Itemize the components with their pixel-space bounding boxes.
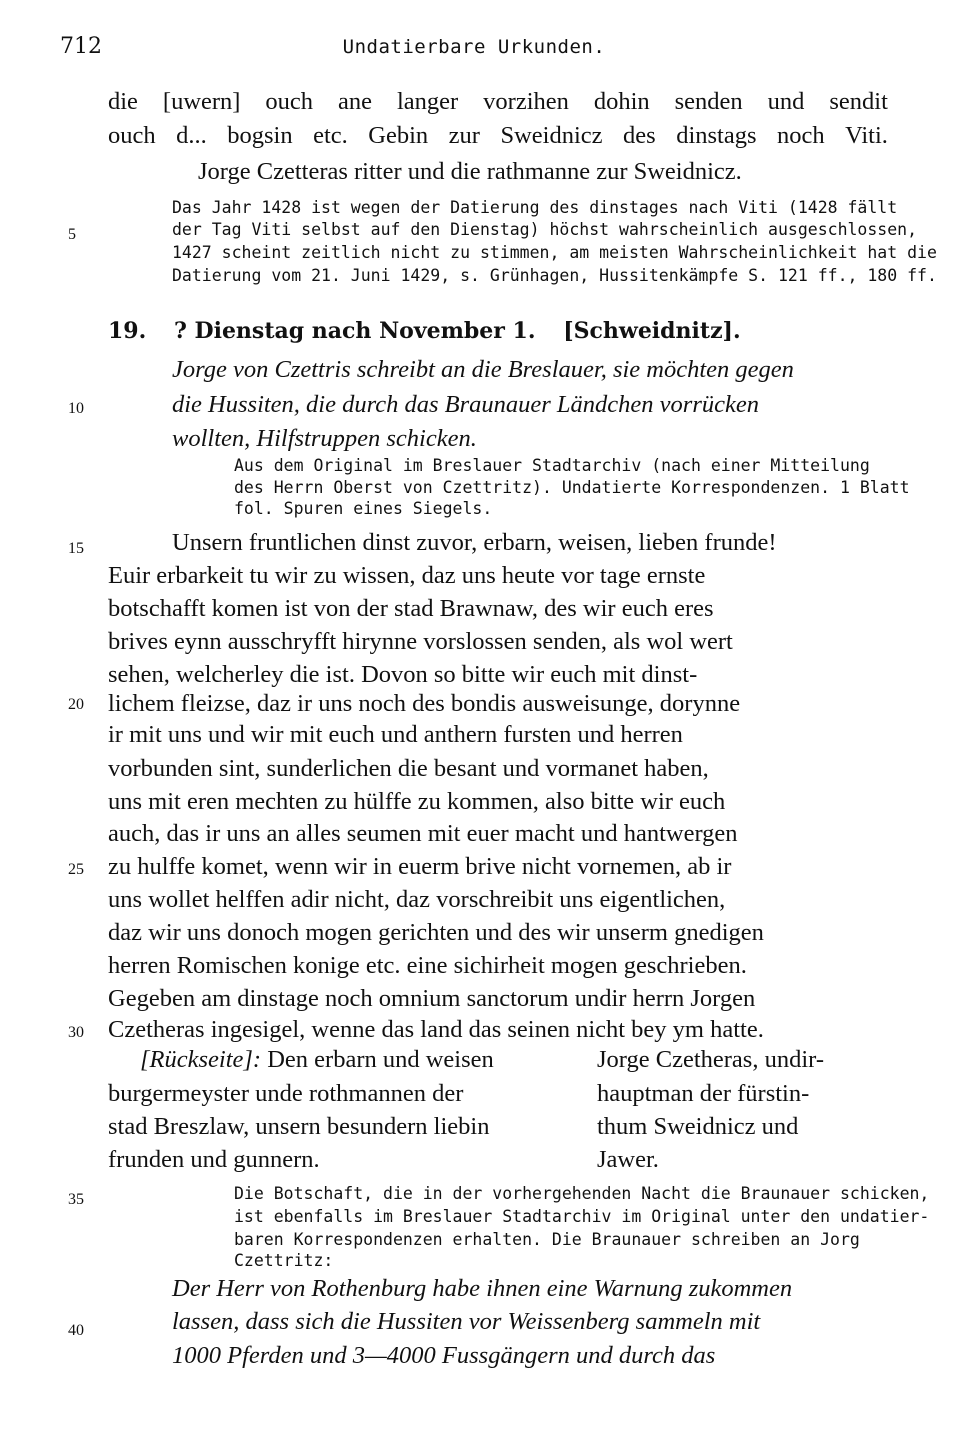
source-note-line: des Herrn Oberst von Czettritz). Undatierte Korrespondenzen. 1 Blatt [234, 478, 910, 497]
text-line: lichem fleizse, daz ir uns noch des bondis ausweisunge, dorynne [108, 690, 741, 717]
text-line: Unsern fruntlichen dinst zuvor, erbarn, weisen, lieben frunde! [172, 529, 777, 556]
document-place: [Schweidnitz]. [563, 318, 741, 344]
document-heading [108, 318, 761, 344]
line-number: 25 [68, 861, 84, 878]
sender-line: Jawer. [597, 1146, 659, 1173]
footnote-line: Das Jahr 1428 ist wegen der Datierung des dinstages nach Viti (1428 fällt [172, 198, 898, 217]
address-line: stad Breszlaw, unsern besundern liebin [108, 1113, 490, 1140]
summary-line: Der Herr von Rothenburg habe ihnen eine Warnung zukommen [172, 1275, 793, 1302]
line-number: 5 [68, 226, 76, 243]
regest-line: Jorge von Czettris schreibt an die Breslauer, sie möchten gegen [172, 356, 794, 383]
page-number: 712 [60, 34, 102, 59]
document-date: ? Dienstag nach November 1. [173, 318, 536, 344]
sender-line: thum Sweidnicz und [597, 1113, 799, 1140]
text-line: ir mit uns und wir mit euch und anthern fursten und herren [108, 721, 683, 748]
sender-line: hauptman der fürstin- [597, 1080, 810, 1107]
footnote-line: Die Botschaft, die in der vorhergehenden Nacht die Braunauer schicken, [234, 1184, 930, 1203]
text-line: Gegeben am dinstage noch omnium sanctorum undir herrn Jorgen [108, 985, 756, 1012]
line-number: 40 [68, 1322, 84, 1339]
text-line: vorbunden sint, sunderlichen die besant und vormanet haben, [108, 755, 709, 782]
text-line: brives eynn ausschryfft hirynne vorslossen senden, als wol wert [108, 628, 733, 655]
source-note-line: Aus dem Original im Breslauer Stadtarchiv (nach einer Mitteilung [234, 456, 870, 475]
source-note-line: fol. Spuren eines Siegels. [234, 499, 493, 518]
text-line: uns mit eren mechten zu hülffe zu kommen, also bitte wir euch [108, 788, 726, 815]
footnote-line: Datierung vom 21. Juni 1429, s. Grünhagen, Hussitenkämpfe S. 121 ff., 180 ff. [172, 266, 937, 285]
line-number: 20 [68, 696, 84, 713]
summary-line: lassen, dass sich die Hussiten vor Weissenberg sammeln mit [172, 1308, 761, 1335]
text-line: uns wollet helffen adir nicht, daz vorschreibit uns eigentlichen, [108, 886, 726, 913]
text-line: sehen, welcherley die ist. Dovon so bitte wir euch mit dinst- [108, 661, 698, 688]
footnote-line: baren Korrespondenzen erhalten. Die Braunauer schreiben an Jorg [234, 1230, 860, 1249]
signature-line: Jorge Czetteras ritter und die rathmanne zur Sweidnicz. [198, 158, 742, 185]
address-line: burgermeyster unde rothmannen der [108, 1080, 464, 1107]
sender-line: Jorge Czetheras, undir- [597, 1046, 824, 1073]
line-number: 15 [68, 540, 84, 557]
line-number: 35 [68, 1191, 84, 1208]
reverse-label: [Rückseite]: [140, 1046, 262, 1073]
text-line: die [uwern] ouch ane langer vorzihen dohin senden und sendit [108, 88, 888, 115]
summary-line: 1000 Pferden und 3—4000 Fussgängern und durch das [172, 1342, 716, 1369]
footnote-line: ist ebenfalls im Breslauer Stadtarchiv im Original unter den undatier- [234, 1207, 930, 1226]
text-line: auch, das ir uns an alles seumen mit euer macht und hantwergen [108, 820, 738, 847]
regest-line: die Hussiten, die durch das Braunauer Ländchen vorrücken [172, 391, 759, 418]
footnote-line: Czettritz: [234, 1251, 334, 1270]
text-line: Euir erbarkeit tu wir zu wissen, daz uns heute vor tage ernste [108, 562, 706, 589]
text-line: ouch d... bogsin etc. Gebin zur Sweidnicz des dinstags noch Viti. [108, 122, 888, 149]
text-line: botschafft komen ist von der stad Brawnaw, des wir euch eres [108, 595, 714, 622]
line-number: 30 [68, 1024, 84, 1041]
document-number: 19. [108, 318, 147, 344]
running-title: Undatierbare Urkunden. [342, 36, 606, 58]
text-line: herren Romischen konige etc. eine sichirheit mogen geschrieben. [108, 952, 747, 979]
text-line: Czetheras ingesigel, wenne das land das seinen nicht bey ym hatte. [108, 1016, 764, 1043]
line-number: 10 [68, 400, 84, 417]
address-line: Den erbarn und weisen [267, 1046, 494, 1073]
text-line: daz wir uns donoch mogen gerichten und des wir unserm gnedigen [108, 919, 764, 946]
regest-line: wollten, Hilfstruppen schicken. [172, 425, 477, 452]
footnote-line: 1427 scheint zeitlich nicht zu stimmen, am meisten Wahrscheinlichkeit hat die [172, 243, 937, 262]
page-header [60, 34, 888, 64]
footnote-line: der Tag Viti selbst auf den Dienstag) höchst wahrscheinlich ausgeschlossen, [172, 220, 918, 239]
address-line: frunden und gunnern. [108, 1146, 320, 1173]
text-line: zu hulffe komet, wenn wir in euerm brive nicht vornemen, ab ir [108, 853, 732, 880]
